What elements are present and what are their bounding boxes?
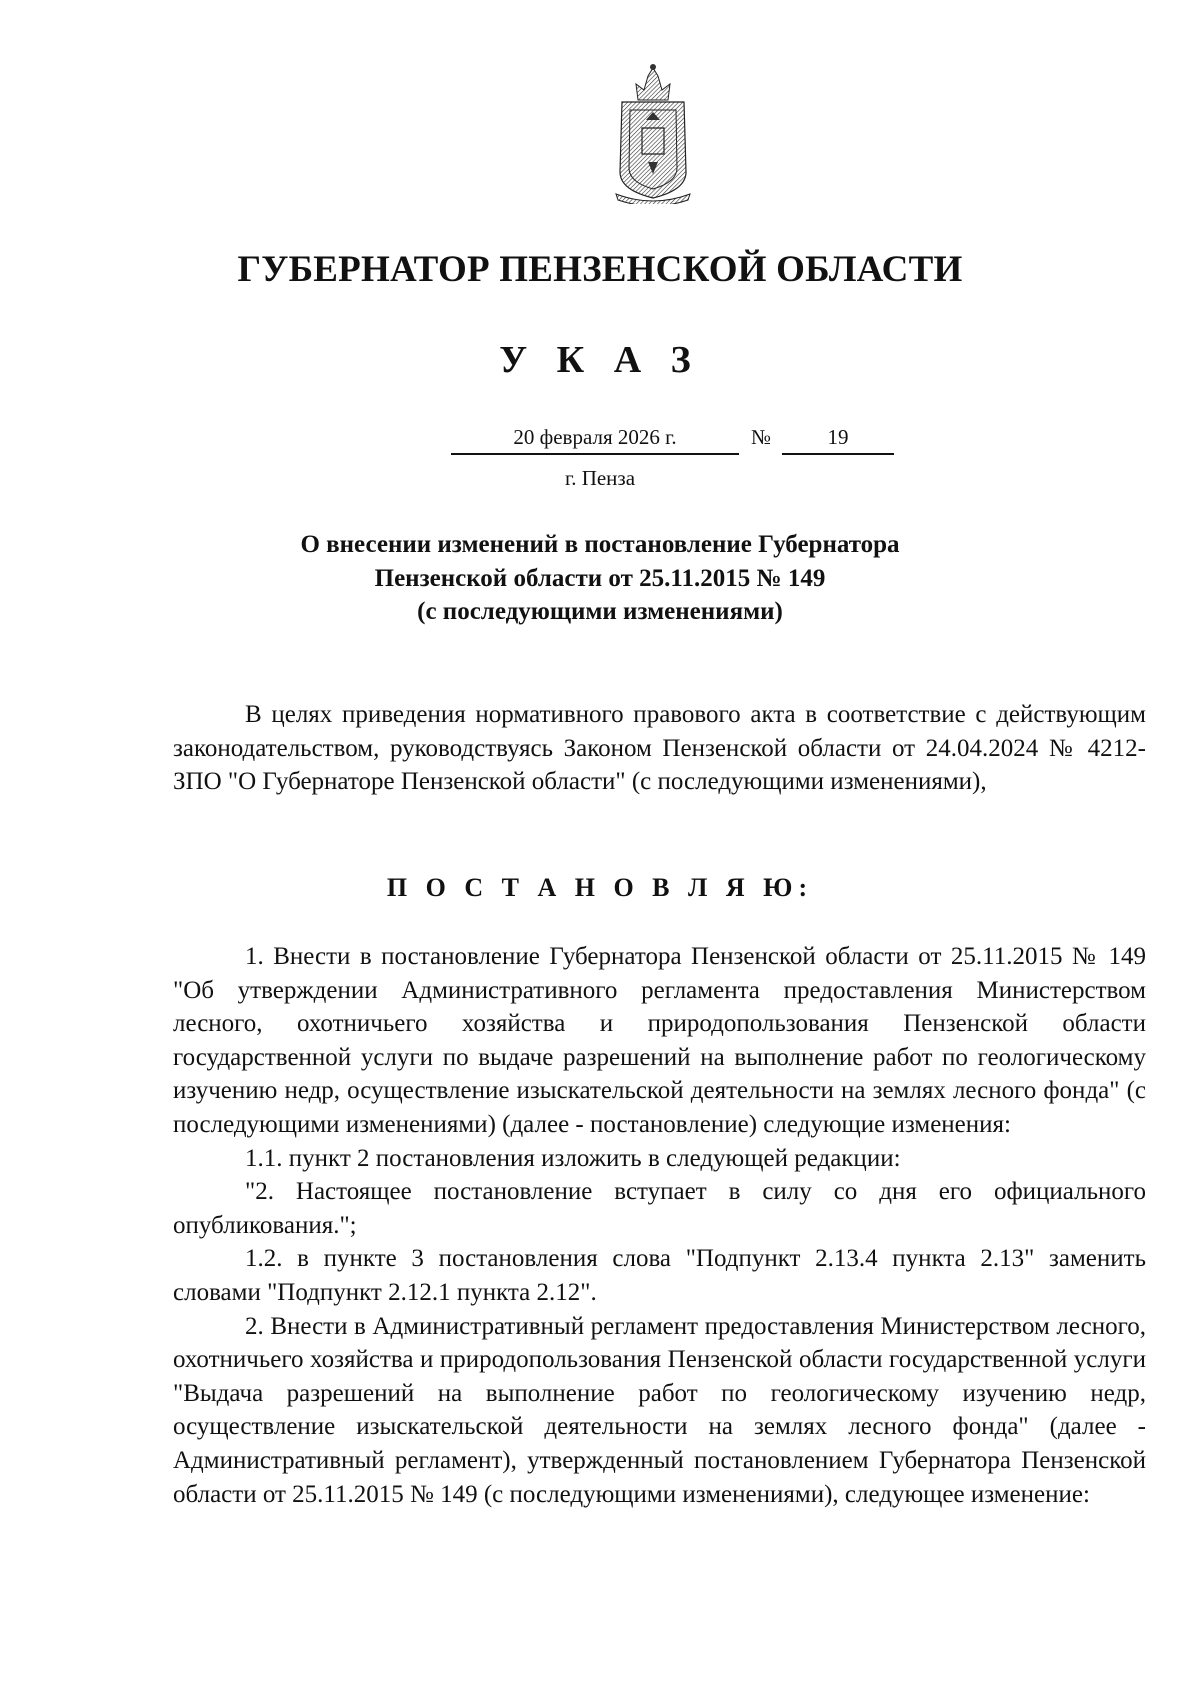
decree-body [173,940,1146,1511]
subject-line: Пензенской области от 25.11.2015 № 149 [374,564,826,592]
date-number-line [0,425,1200,453]
issuer-heading: ГУБЕРНАТОР ПЕНЗЕНСКОЙ ОБЛАСТИ [237,249,963,290]
document-type-heading: У К А З [499,339,701,381]
document-subject [170,528,1030,629]
document-city: г. Пенза [564,466,636,490]
document-number: 19 [782,425,894,455]
body-paragraph: 2. Внести в Административный регламент предоставления Министерством лесного, охотничьего хозяйства и природопользования Пензенской области государственной услуги "Выдача разрешений на выполнение работ по геологическому изучению недр, осуществление изыскательской деятельности на землях лесного фонда" (далее - Административный регламент), утвержденный постановлением Губернатора Пензенской области от 25.11.2015 № 149 (с последующими изменениями), следующее изменение: [173,1312,1146,1508]
coat-of-arms-icon [608,62,698,204]
preamble-block [173,698,1146,799]
body-paragraph: 1.1. пункт 2 постановления изложить в следующей редакции: [245,1144,901,1172]
subject-line: О внесении изменений в постановление Губернатора [300,531,900,558]
body-paragraph: 1.2. в пункте 3 постановления слова "Подпункт 2.13.4 пункта 2.13" заменить словами "Подпункт 2.12.1 пункта 2.12". [173,1245,1146,1306]
body-paragraph: "2. Настоящее постановление вступает в силу со дня его официального опубликования."; [173,1178,1146,1239]
decree-heading: П О С Т А Н О В Л Я Ю: [386,873,814,902]
number-sign: № [750,425,772,449]
body-paragraph: 1. Внести в постановление Губернатора Пензенской области от 25.11.2015 № 149 "Об утверждении Административного регламента предоставления Министерством лесного, охотничьего хозяйства и природопользования Пензенской области государственной услуги по выдаче разрешений на выполнение работ по геологическому изучению недр, осуществление изыскательской деятельности на землях лесного фонда" (с последующими изменениями) (далее - постановление) следующие изменения: [173,943,1146,1138]
subject-line: (с последующими изменениями) [417,598,783,625]
preamble-paragraph: В целях приведения нормативного правового акта в соответствие с действующим законодательством, руководствуясь Законом Пензенской области от 24.04.2024 № 4212-ЗПО "О Губернаторе Пензенской области" (с последующими изменениями), [173,701,1146,796]
document-date: 20 февраля 2026 г. [451,425,739,455]
